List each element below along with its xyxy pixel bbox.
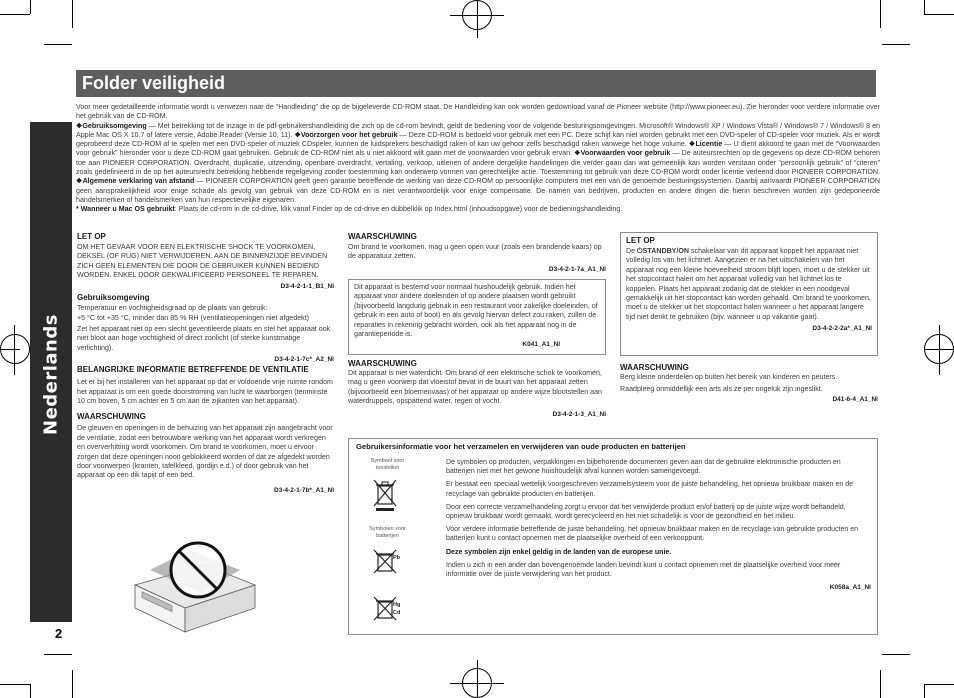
bin-label-hg: Hg bbox=[393, 602, 401, 608]
intro-k6: * Wanneer u Mac OS gebruikt bbox=[76, 205, 175, 214]
crop-mark bbox=[924, 684, 954, 685]
intro-t2: — Deze CD-ROM is bedoeld voor gebruik met een PC. Deze schijf kan niet worden gebruikt met een DVD-speler of CD-speler voor muziek. Als er wordt geprobeerd deze CD-ROM af te spelen met een DVD-speler of muziek CDspeler, kunnen de luidsprekers beschadigd raken of kan uw gehoor zelfs beschadigd raken vanwege het hoge volume. bbox=[76, 130, 880, 149]
crop-mark bbox=[30, 684, 31, 698]
doc-code: D3-4-2-1-7a_A1_Nl bbox=[548, 265, 606, 273]
crop-mark bbox=[30, 0, 31, 14]
intro-text bbox=[76, 103, 880, 215]
section-heading: LET OP bbox=[626, 236, 655, 245]
body-text: Let er bij het installeren van het apparaat op dat er voldoende vrije ruimte rondom het apparaat is om een goede doorstroming van lucht te waarborgen (tenminste 10 cm boven, 5 cm achter en 5 cm aan de zijkanten van het apparaat). bbox=[77, 378, 333, 406]
intro-t3: — U dient akkoord te gaan met de “Voorwaarden voor gebruik” hieronder voor u deze CD-ROM gaat gebruiken. Gebruik de CD-ROM niet als u niet akkoord wilt gaan met de voorwaarden voor gebruik ervan. bbox=[76, 140, 880, 158]
disposal-heading: Gebruikersinformatie voor het verzamelen en verwijderen van oude producten en batterijen bbox=[356, 442, 686, 451]
intro-p1: Voor meer gedetailleerde informatie wordt u verwezen naar de “Handleiding” die op de bijgeleverde CD-ROM staat. De Handleiding kan ook worden gedownload vanaf de Pioneer website (http://www.pioneer.eu). Zie hieronder voor verdere informatie over het gebruik van de CD-ROM. bbox=[76, 103, 880, 121]
language-label: Nederlands bbox=[40, 314, 62, 436]
disposal-text bbox=[446, 458, 871, 596]
section-heading: WAARSCHUWING bbox=[348, 359, 417, 368]
crop-mark bbox=[477, 0, 478, 38]
doc-code: D3-4-2-1-7c*_A2_Nl bbox=[274, 356, 334, 364]
doc-code: K058a_A1_Nl bbox=[829, 584, 871, 592]
crop-mark bbox=[924, 14, 954, 15]
intro-t6: : Plaats de cd-rom in de cd-drive, klik vanaf Finder op de cd-drive en dubbelklik op Index.html (inhoudsopgave) voor de bedieningshandleiding. bbox=[174, 205, 623, 214]
intro-k3: ❖Licentie bbox=[688, 140, 723, 149]
water-warning-section bbox=[348, 359, 606, 418]
crop-mark bbox=[44, 44, 72, 45]
crop-mark bbox=[14, 325, 15, 375]
body-text: Raadpleeg onmiddellijk een arts als ze per ongeluk zijn ingeslikt. bbox=[620, 385, 823, 394]
crop-mark bbox=[44, 654, 72, 655]
intro-t4: — De auteursrechten op de gegevens op deze CD-ROM behoren toe aan PIONEER CORPORATION. Overdracht, duplicatie, uitzending, openbare overdracht, vertaling, verkoop, uitlenen of andere dergelijke handelingen die verder gaan dan wat gemeenlijk kan worden verstaan onder “persoonlijk gebruik” of “citeren” zoals gedefinieerd in de op het auteursrecht betrekking hebbende regelgeving zonder toestemming kan onderwerp vormen van gerechtelijke actie. Toestemming tot gebruik van deze CD-ROM wordt onder licentie verleend door PIONEER CORPORATION. bbox=[76, 149, 880, 177]
body-text: Er bestaat een speciaal wettelijk voorgeschreven verzamelsysteem voor de juiste behandeling, het opnieuw bruikbaar maken en de recyclage van gebruikte producten en batterijen. bbox=[446, 481, 854, 498]
intro-t5: — PIONEER CORPORATION geeft geen garantie betreffende de werking van deze CD-ROM op persoonlijke computers met een van de genoemde besturingssystemen. Daarbij aanvaardt PIONEER CORPORATION geen aansprakelijkheid voor enige schade als gevolg van gebruik van deze CD-ROM en is niet verantwoordelijk voor enige compensatie. De namen van bedrijven, producten en andere dingen die hierin beschreven worden zijn gedeponeerde handelsmerken of handelsmerken van hun respectievelijke eigenaren. bbox=[76, 177, 880, 204]
appliance-symbol-label: Symbool voor toestellen bbox=[370, 458, 405, 471]
crop-mark bbox=[450, 15, 504, 16]
doc-code: D41-6-4_A1_Nl bbox=[832, 395, 878, 403]
crop-mark bbox=[924, 684, 925, 698]
intro-k2: ❖Voorzorgen voor het gebruik bbox=[294, 130, 398, 139]
crop-mark bbox=[880, 0, 881, 28]
column-left bbox=[77, 232, 334, 494]
crop-mark bbox=[477, 660, 478, 698]
body-text: Dit apparaat is niet waterdicht. Om brand of een elektrische schok te voorkomen, mag u geen voorwerp dat vloeistof bevat in de buurt van het apparaat zetten (bijvoorbeeld een bloemenvaas) of het apparaat op andere wijze blootstellen aan waterdruppels, opspattend water, regen of vocht. bbox=[348, 369, 602, 406]
page-number: 2 bbox=[55, 626, 63, 641]
crossed-bin-icon bbox=[372, 548, 401, 578]
caution-text: OM HET GEVAAR VOOR EEN ELEKTRISCHE SHOCK TE VOORKOMEN, DEKSEL (OF RUG) NIET VERWIJDEREN. AAN DE BINNENZIJDE BEVINDEN ZICH GEEN ELEMENTEN DIE DOOR DE GEBRUIKER KUNNEN BEDIEND WORDEN. ENKEL DOOR GEKWALIFICEERD PERSONEEL TE REPAREN. bbox=[77, 243, 328, 279]
crop-mark bbox=[924, 0, 925, 14]
crop-mark bbox=[72, 0, 73, 28]
doc-code: D3-4-2-2-2a*_A1_Nl bbox=[812, 325, 872, 333]
body-text: Voor verdere informatie betreffende de juiste behandeling, het opnieuw bruikbaar maken en de recyclage van gebruikte producten en batterijen kunt u contact opnemen met de plaatselijke overheid of een verkooppunt. bbox=[446, 526, 858, 543]
crop-mark bbox=[0, 14, 30, 15]
eu-validity-note: Deze symbolen zijn enkel geldig in de landen van de europese unie. bbox=[446, 548, 672, 556]
section-heading: BELANGRIJKE INFORMATIE BETREFFENDE DE VENTILATIE bbox=[77, 365, 309, 375]
section-heading: Gebruiksomgeving bbox=[77, 293, 150, 303]
intro-k4: ❖Voorwaarden voor gebruik bbox=[574, 149, 671, 158]
crop-mark bbox=[450, 683, 504, 684]
crop-mark bbox=[939, 325, 940, 375]
body-text: Indien u zich in een ander dan bovengenoemde landen bevindt kunt u contact opnemen met de plaatselijke overheid voor meer informatie over de juiste verwijdering van het product. bbox=[446, 561, 841, 579]
doc-code: D3-4-2-1-7b*_A1_Nl bbox=[274, 486, 334, 494]
section-heading: WAARSCHUWING bbox=[348, 232, 417, 241]
body-text: Om brand te voorkomen, mag u geen open vuur (zoals een brandende kaars) op de apparatuur zetten. bbox=[348, 243, 602, 261]
doc-code: K041_A1_Nl bbox=[522, 341, 560, 349]
crop-mark bbox=[880, 670, 881, 698]
doc-code: D3-4-2-1-3_A1_Nl bbox=[552, 410, 606, 418]
body-text: Dit apparaat is bestemd voor normaal huishoudelijk gebruik. Indien het apparaat voor andere doeleinden of op andere plaatsen wordt gebruikt (bijvoorbeeld langdurig gebruik in een restaurant voor zakelijke doeleinden, of gebruik in een auto of boot) en als gevolg hiervan defect zou raken, zullen de reparaties in rekening gebracht worden, ook als het apparaat nog in de garantieperiode is. bbox=[354, 283, 598, 339]
intro-t1: — Met betrekking tot de inzage in de pdf-gebruikershandleiding die zich op de cd-rom bevindt, geldt de bediening voor de volgende besturingsomgevingen. Microsoft® Windows® XP / Windows Vista® / Windows® 7 / Windows® 8 en Apple Mac OS X 10.7 of latere versie, Adobe Reader (Versie 10, 11). bbox=[76, 121, 880, 139]
body-text: Temperatuur en vochtigheidsgraad op de plaats van gebruik: bbox=[77, 304, 268, 313]
crop-mark bbox=[0, 349, 20, 350]
bin-label-cd: Cd bbox=[393, 610, 401, 616]
body-text: +5 °C tot +35 °C, minder dan 85 % RH (ventilatieopeningen niet afgedekt) bbox=[77, 313, 310, 322]
standby-on-label: ⏻STANDBY/ON bbox=[637, 247, 690, 255]
crop-mark bbox=[882, 44, 910, 45]
crop-mark bbox=[72, 670, 73, 698]
body-text: Door een correcte verzamelhandeling zorgt u ervoor dat het verwijderde product en/of batterij op de juiste wijze wordt behandeld, opnieuw bruikbaar wordt gemaakt, wordt gerecycleerd en het niet schadelijk is voor de gezondheid en het milieu. bbox=[446, 503, 846, 521]
section-heading: WAARSCHUWING bbox=[620, 363, 689, 372]
body-text: Zet het apparaat niet op een slecht geventileerde plaats en stel het apparaat ook niet bloot aan hoge vochtigheid of direct zonlicht (of sterke kunstmatige verlichting). bbox=[77, 325, 331, 352]
standby-caution-box bbox=[620, 232, 878, 356]
household-use-box bbox=[348, 279, 606, 355]
body-text: De ⏻STANDBY/ON schakelaar van dit apparaat koppelt het apparaat niet volledig los van het lichtnet. Aangezien er na het uitschakelen van het apparaat nog een kleine hoeveelheid stroom blijft lopen, moet u de stekker uit het stopcontact halen om het apparaat volledig van het lichtnet los te koppelen. Plaats het apparaat zodanig dat de stekker in een noodgeval gemakkelijk uit het stopcontact kan worden gehaald. Om brand te voorkomen, moet u de stekker uit het stopcontact halen wanneer u het apparaat langere tijd niet denkt te gebruiken (bijv. wanneer u op vakantie gaat). bbox=[626, 247, 871, 321]
column-middle bbox=[348, 232, 606, 273]
bin-label-pb: Pb bbox=[393, 555, 401, 561]
body-text: De symbolen op producten, verpakkingen en bijbehorende documenten geven aan dat de gebruikte elektronische producten en batterijen niet met het gewone huishoudelijk afval kunnen worden samengevoegd. bbox=[446, 459, 841, 476]
crop-mark bbox=[882, 654, 910, 655]
small-parts-warning-section bbox=[620, 363, 878, 403]
body-text: De gleuven en openingen in de behuizing van het apparaat zijn aangebracht voor de ventilatie, zodat een betrouwbare werking van het apparaat wordt verkregen en oververhitting wordt voorkomen. Om brand te voorkomen, moet u ervoor zorgen dat deze openingen nooit geblokkeerd worden of dat ze afgedekt worden door voorwerpen (kranten, tafelkleed, gordijn e.d.) of door gebruik van het apparaat op een dik tapijt of een bed. bbox=[77, 424, 333, 480]
battery-symbol-label: Symbolen voor batterijen bbox=[369, 526, 406, 539]
intro-k1: ❖Gebruiksomgeving bbox=[76, 121, 147, 130]
body-text: Berg kleine onderdelen op buiten het bereik van kinderen en peuters. bbox=[620, 373, 838, 381]
crossed-bin-icon bbox=[372, 478, 398, 512]
page-title: Folder veiligheid bbox=[82, 73, 226, 93]
crop-mark bbox=[0, 684, 30, 685]
intro-k5: ❖Algemene verklaring van afstand bbox=[76, 177, 195, 186]
section-heading: WAARSCHUWING bbox=[77, 412, 146, 422]
device-no-cover-illustration bbox=[130, 540, 260, 635]
section-heading: LET OP bbox=[77, 232, 106, 241]
doc-code: D3-4-2-1-1_B1_Nl bbox=[280, 283, 334, 291]
